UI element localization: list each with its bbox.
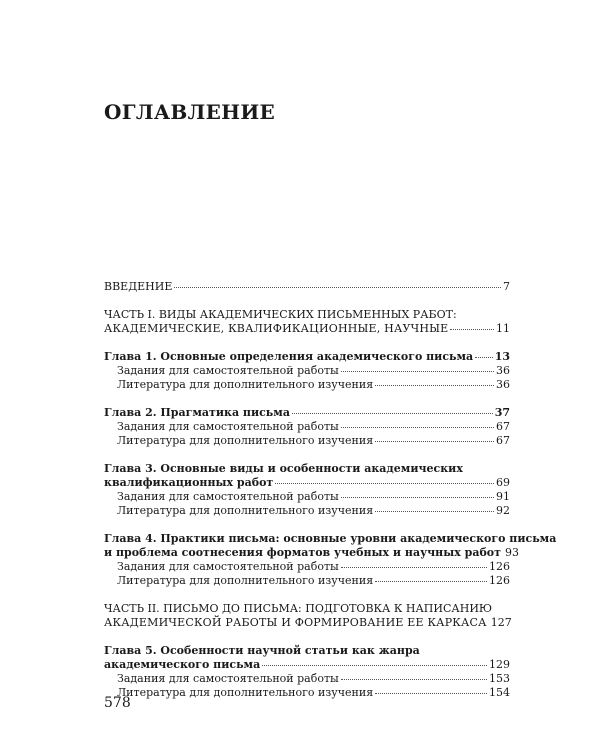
toc-entry-text: Задания для самостоятельной работы: [117, 560, 339, 573]
leader-dots: [375, 440, 494, 442]
toc-page-number: 126: [489, 560, 510, 573]
table-of-contents: [104, 280, 557, 700]
leader-dots: [174, 286, 501, 288]
toc-part-1: [104, 308, 510, 336]
leader-dots: [375, 580, 487, 582]
leader-dots: [262, 664, 487, 666]
toc-entry-text: Задания для самостоятельной работы: [117, 490, 339, 503]
toc-page-number: 153: [489, 672, 510, 685]
leader-dots: [275, 482, 494, 484]
toc-page-number: 36: [496, 364, 510, 377]
toc-entry-text: Глава 5. Особенности научной статьи как жанра: [104, 644, 420, 657]
toc-chapter-3: [104, 462, 510, 518]
toc-chapter-1: [104, 350, 510, 392]
toc-entry-text: Глава 2. Прагматика письма: [104, 406, 290, 419]
toc-entry-text: Задания для самостоятельной работы: [117, 364, 339, 377]
page-title: ОГЛАВЛЕНИЕ: [104, 100, 276, 124]
toc-page-number: 37: [494, 406, 510, 419]
toc-page-number: 67: [496, 434, 510, 447]
toc-page-number: 7: [503, 280, 510, 293]
toc-chapter-5: [104, 644, 510, 700]
toc-entry-text: Глава 3. Основные виды и особенности академических: [104, 462, 463, 475]
toc-page-number: 13: [494, 350, 510, 363]
toc-page-number: 36: [496, 378, 510, 391]
toc-chapter-2: [104, 406, 510, 448]
toc-entry-text: Литература для дополнительного изучения: [117, 378, 374, 391]
leader-dots: [375, 510, 494, 512]
toc-entry-text: АКАДЕМИЧЕСКОЙ РАБОТЫ И ФОРМИРОВАНИЕ ЕЕ КАРКАСА: [104, 616, 487, 629]
toc-entry-text: Глава 1. Основные определения академического письма: [104, 350, 474, 363]
toc-entry-text: ЧАСТЬ II. ПИСЬМО ДО ПИСЬМА: ПОДГОТОВКА К НАПИСАНИЮ: [104, 602, 493, 615]
toc-entry-text: Литература для дополнительного изучения: [117, 504, 374, 517]
toc-entry-text: Задания для самостоятельной работы: [117, 420, 339, 433]
toc-entry-text: и проблема соотнесения форматов учебных и научных работ: [104, 546, 501, 559]
toc-chapter-4: [104, 532, 557, 588]
toc-part-2: [104, 602, 510, 630]
leader-dots: [341, 496, 494, 498]
toc-page-number: 11: [496, 322, 510, 335]
page-number: 578: [104, 695, 131, 711]
toc-entry-text: Литература для дополнительного изучения: [117, 574, 374, 587]
toc-intro: [104, 280, 510, 294]
leader-dots: [450, 328, 494, 330]
leader-dots: [341, 426, 494, 428]
toc-page-number: 93: [504, 546, 519, 559]
leader-dots: [375, 692, 487, 694]
toc-entry-text: АКАДЕМИЧЕСКИЕ, КВАЛИФИКАЦИОННЫЕ, НАУЧНЫЕ: [104, 322, 449, 335]
toc-entry-text: академического письма: [104, 658, 261, 671]
toc-entry-text: Задания для самостоятельной работы: [117, 672, 339, 685]
leader-dots: [341, 566, 487, 568]
toc-entry-text: ЧАСТЬ I. ВИДЫ АКАДЕМИЧЕСКИХ ПИСЬМЕННЫХ РАБОТ:: [104, 308, 457, 321]
toc-page-number: 154: [489, 686, 510, 699]
leader-dots: [341, 370, 494, 372]
toc-page-number: 69: [496, 476, 510, 489]
leader-dots: [375, 384, 494, 386]
toc-page-number: 127: [490, 616, 512, 629]
toc-entry-text: Глава 4. Практики письма: основные уровни академического письма: [104, 532, 557, 545]
toc-entry-text: Литература для дополнительного изучения: [117, 686, 374, 699]
toc-entry-text: ВВЕДЕНИЕ: [104, 280, 173, 293]
leader-dots: [341, 678, 487, 680]
leader-dots: [292, 412, 493, 414]
leader-dots: [475, 356, 493, 358]
toc-page-number: 92: [496, 504, 510, 517]
toc-page-number: 67: [496, 420, 510, 433]
toc-page-number: 126: [489, 574, 510, 587]
toc-page-number: 91: [496, 490, 510, 503]
toc-entry-text: Литература для дополнительного изучения: [117, 434, 374, 447]
toc-page-number: 129: [489, 658, 510, 671]
toc-entry-text: квалификационных работ: [104, 476, 274, 489]
